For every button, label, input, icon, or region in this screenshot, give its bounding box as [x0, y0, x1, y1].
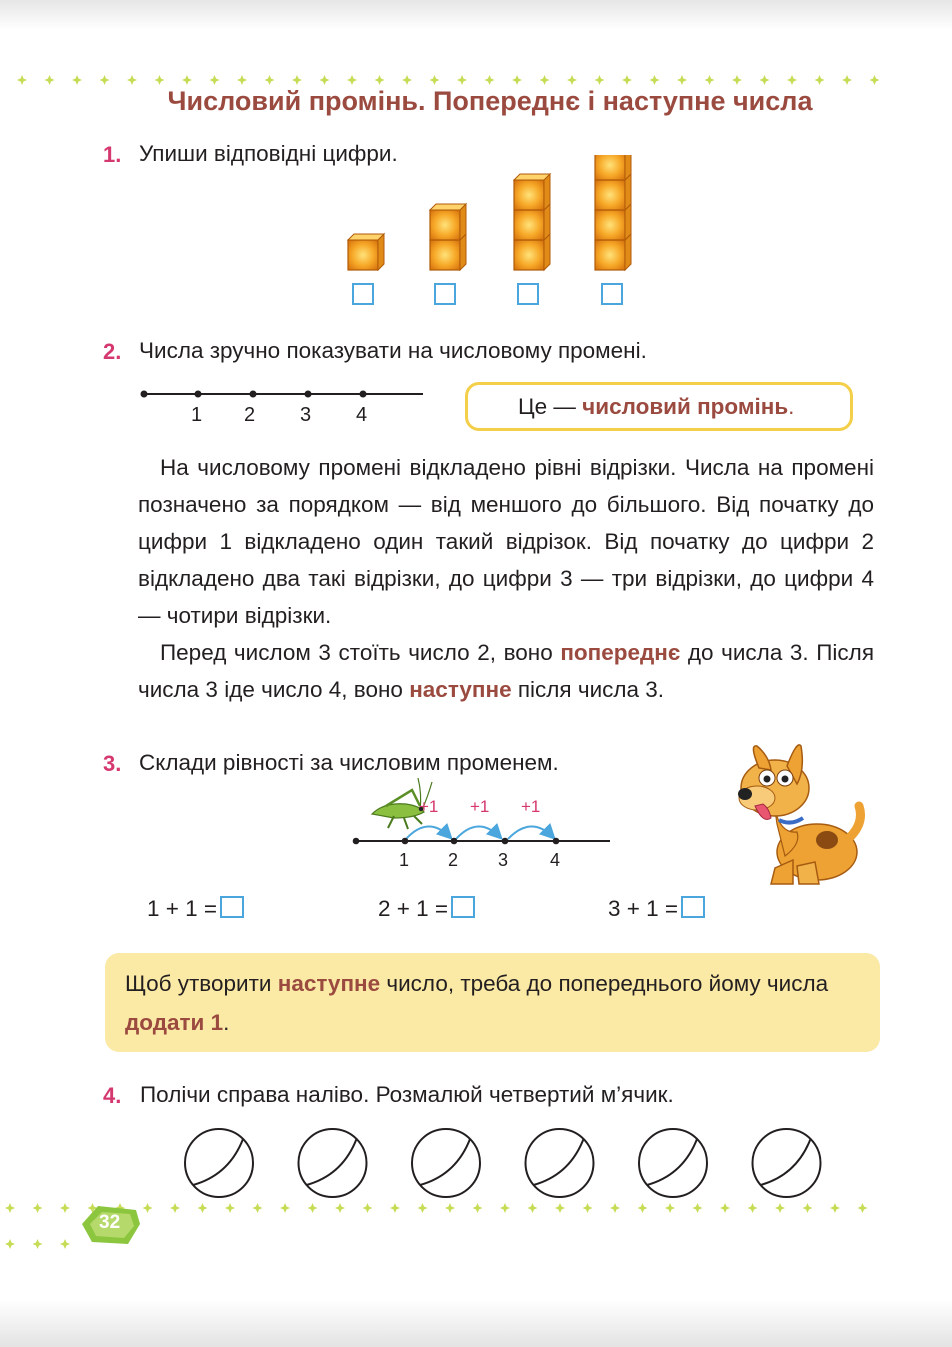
rule-accent-next: наступне — [277, 971, 381, 996]
task4-text: Полічи справа наліво. Розмалюй четвертий м’ячик. — [140, 1082, 674, 1107]
ray2-label-1: 1 — [399, 850, 410, 870]
dot-decoration — [512, 75, 522, 85]
ray1-label-2: 2 — [244, 404, 256, 426]
p2-part-a: Перед числом 3 стоїть число 2, воно — [160, 640, 561, 665]
dot-decoration — [225, 1203, 235, 1213]
cube — [430, 240, 460, 270]
page-title: Числовий промінь. Попереднє і наступне числа — [167, 86, 813, 116]
dot-decoration — [540, 75, 550, 85]
dot-decoration — [198, 1203, 208, 1213]
dot-decoration — [748, 1203, 758, 1213]
dot-decoration — [583, 1203, 593, 1213]
dot-decoration — [265, 75, 275, 85]
dot-decoration — [155, 75, 165, 85]
equation-1-answer-box[interactable] — [220, 896, 244, 918]
definition-accent: числовий промінь — [582, 394, 789, 419]
p2-accent-next: наступне — [409, 677, 512, 702]
dot-decoration — [5, 1239, 15, 1249]
dot-decoration — [182, 75, 192, 85]
dot-decoration — [100, 75, 110, 85]
dot-decoration — [665, 1203, 675, 1213]
dot-decoration — [60, 1203, 70, 1213]
page-shade-bottom — [0, 1300, 952, 1347]
dot-decoration — [280, 1203, 290, 1213]
dot-decoration — [320, 75, 330, 85]
p2-part-b: до числа 3. Після числа 3 іде число 4, воно — [138, 640, 874, 702]
ball-6[interactable] — [753, 1129, 821, 1197]
rule-part-a: Щоб утворити — [125, 971, 278, 996]
jump-label-2: +1 — [470, 797, 490, 816]
cube — [595, 240, 625, 270]
p2-part-c: після числа 3. — [511, 677, 665, 702]
cube — [514, 240, 544, 270]
task2-number: 2. — [103, 339, 122, 364]
dot-decoration — [308, 1203, 318, 1213]
cube-top — [348, 234, 384, 240]
dot-decoration — [638, 1203, 648, 1213]
dog-illustration — [735, 740, 870, 888]
dot-decoration — [237, 75, 247, 85]
dot-decoration — [500, 1203, 510, 1213]
task4-number: 4. — [103, 1083, 122, 1108]
dot-decoration — [60, 1239, 70, 1249]
rule-part-b: число, треба до попереднього йому числа — [380, 971, 829, 996]
cube-tower-3 — [514, 174, 550, 270]
explanation-paragraph-1: На числовому промені відкладено рівні відрізки. Числа на промені позначено за порядком — від меншого до більшого. Від початку до цифри 1 відкладено один такий відрізок. Від початку до цифри 2 відкладено два такі відрізки, до цифри 3 — три відрізки, до цифри 4 — чотири відрізки. — [138, 455, 874, 628]
cube — [514, 210, 544, 240]
dot-decoration — [72, 75, 82, 85]
dot-decoration — [292, 75, 302, 85]
cube — [595, 210, 625, 240]
dot-decoration — [842, 75, 852, 85]
task1-number: 1. — [103, 142, 122, 167]
p2-accent-previous: попереднє — [560, 640, 681, 665]
cube-tower-1 — [348, 234, 384, 270]
dot-decoration — [253, 1203, 263, 1213]
dot-decoration — [402, 75, 412, 85]
dot-decoration — [335, 1203, 345, 1213]
dot-decoration — [347, 75, 357, 85]
ball-1[interactable] — [185, 1129, 253, 1197]
dot-decoration — [375, 75, 385, 85]
number-ray-2 — [350, 815, 615, 853]
dot-decoration — [17, 75, 27, 85]
dot-decoration — [610, 1203, 620, 1213]
dot-decoration — [787, 75, 797, 85]
dot-decoration — [803, 1203, 813, 1213]
dot-decoration — [457, 75, 467, 85]
ball-2[interactable] — [299, 1129, 367, 1197]
cube — [430, 210, 460, 240]
equation-3-answer-box[interactable] — [681, 896, 705, 918]
balls-row — [180, 1124, 830, 1202]
task2-text: Числа зручно показувати на числовому промені. — [139, 338, 647, 363]
dot-decoration — [555, 1203, 565, 1213]
dot-decoration — [127, 75, 137, 85]
definition-prefix: Це — — [518, 394, 583, 419]
ball-4[interactable] — [526, 1129, 594, 1197]
dot-decoration — [622, 75, 632, 85]
cube-top — [514, 174, 550, 180]
dot-decoration — [693, 1203, 703, 1213]
dot-decoration — [732, 75, 742, 85]
ray2-label-2: 2 — [448, 850, 459, 870]
ball-5[interactable] — [639, 1129, 707, 1197]
rule-part-c: . — [223, 1010, 230, 1035]
dot-decoration — [5, 1203, 15, 1213]
dot-decoration — [33, 1203, 43, 1213]
page-number: 32 — [99, 1212, 121, 1233]
equation-2-text: 2 + 1 = — [378, 896, 449, 921]
dot-decoration — [363, 1203, 373, 1213]
rule-accent-add-one: додати 1 — [125, 1010, 224, 1035]
cube-towers — [330, 155, 650, 280]
cube — [595, 155, 625, 180]
dot-decoration — [858, 1203, 868, 1213]
dot-decoration — [567, 75, 577, 85]
dot-decoration — [760, 75, 770, 85]
ray2-label-3: 3 — [498, 850, 509, 870]
dot-decoration — [830, 1203, 840, 1213]
dot-decoration — [445, 1203, 455, 1213]
equation-3 — [608, 896, 705, 922]
cube — [595, 180, 625, 210]
equation-2-answer-box[interactable] — [451, 896, 475, 918]
dot-decoration — [210, 75, 220, 85]
answer-box-tower-4[interactable] — [601, 283, 623, 310]
dot-decoration — [595, 75, 605, 85]
dot-decoration — [33, 1239, 43, 1249]
dot-decoration — [473, 1203, 483, 1213]
jump-label-3: +1 — [521, 797, 541, 816]
page-shade-top — [0, 0, 952, 30]
dot-decoration — [677, 75, 687, 85]
cube-top — [430, 204, 466, 210]
dot-decoration — [528, 1203, 538, 1213]
dot-decoration — [720, 1203, 730, 1213]
equation-3-text: 3 + 1 = — [608, 896, 679, 921]
ball-3[interactable] — [412, 1129, 480, 1197]
task3-number: 3. — [103, 751, 122, 776]
dot-decoration — [170, 1203, 180, 1213]
definition-suffix: . — [788, 394, 795, 419]
dot-decoration — [390, 1203, 400, 1213]
answer-box-tower-3[interactable] — [517, 283, 539, 310]
ray2-label-4: 4 — [550, 850, 561, 870]
explanation-paragraph-2 — [138, 634, 874, 708]
jump-label-1: +1 — [419, 797, 439, 816]
definition-box — [465, 382, 853, 431]
dot-decoration — [815, 75, 825, 85]
dot-decoration — [775, 1203, 785, 1213]
task1-text: Упиши відповідні цифри. — [139, 141, 398, 166]
cube — [514, 180, 544, 210]
dot-decoration — [430, 75, 440, 85]
answer-box-tower-1[interactable] — [352, 283, 374, 310]
dot-decoration — [143, 1203, 153, 1213]
dot-decoration — [650, 75, 660, 85]
equation-1 — [147, 896, 244, 922]
dot-decoration — [705, 75, 715, 85]
ray1-label-1: 1 — [191, 404, 203, 426]
dot-decoration — [485, 75, 495, 85]
dot-decoration — [870, 75, 880, 85]
task3-text: Склади рівності за числовим променем. — [139, 750, 559, 775]
rule-box — [105, 953, 880, 1052]
number-ray-1 — [138, 382, 428, 404]
cube-tower-4 — [595, 155, 631, 270]
ray1-label-4: 4 — [356, 404, 368, 426]
answer-box-tower-2[interactable] — [434, 283, 456, 310]
equation-1-text: 1 + 1 = — [147, 896, 218, 921]
cube-tower-2 — [430, 204, 466, 270]
dot-decoration — [45, 75, 55, 85]
cube — [348, 240, 378, 270]
dot-decoration — [418, 1203, 428, 1213]
equation-2 — [378, 896, 475, 922]
ray1-label-3: 3 — [300, 404, 312, 426]
